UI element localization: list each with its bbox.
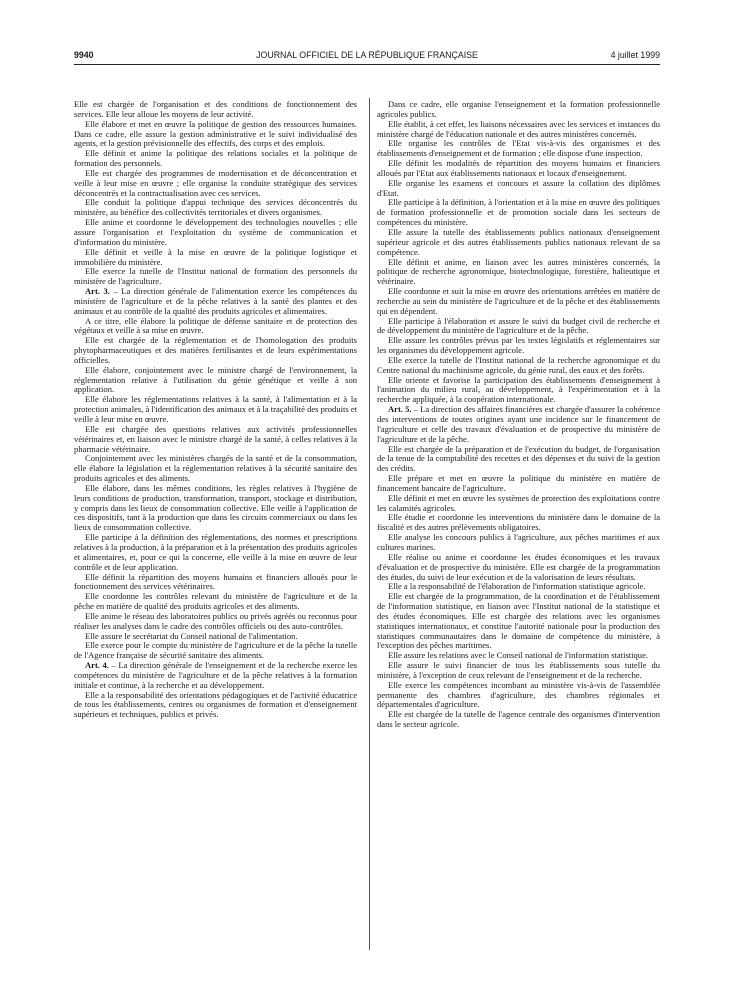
paragraph-text: Elle assure le suivi financier de tous les établissements sous tutelle du ministère, à l'exception de ceux relevant de l'enseignement et de la recherche. <box>377 660 660 680</box>
paragraph-text: Elle est chargée de la tutelle de l'agence centrale des organismes d'intervention dans le secteur agricole. <box>377 709 660 730</box>
paragraph <box>74 149 357 169</box>
paragraph <box>74 395 357 425</box>
paragraph-text: Elle assure les contrôles prévus par les textes législatifs et réglementaires sur les organismes du développement agricole. <box>377 335 660 356</box>
paragraph-text: Elle est chargée des programmes de modernisation et de déconcentration et veille à leur mise en œuvre ; elle organise la conduite stratégique des services déconcentrés et la contractualisation avec ces services. <box>74 167 357 198</box>
paragraph-text: Elle étudie et coordonne les interventions du ministère dans le domaine de la fiscalité et des autres prélèvements obligatoires. <box>377 512 660 533</box>
paragraph <box>74 454 357 484</box>
paragraph <box>74 641 357 661</box>
header-rule <box>74 64 660 65</box>
paragraph-text: Elle organise les contrôles de l'Etat vis-à-vis des organismes et des établissements d'enseignement et de formation ; elle dispose d'une inspection. <box>377 138 660 159</box>
paragraph <box>377 179 660 199</box>
paragraph <box>377 287 660 317</box>
paragraph-text: Elle anime le réseau des laboratoires publics ou privés agréés ou reconnus pour réaliser les analyses dans le cadre des contrôles officiels ou des auto-contrôles. <box>74 610 357 631</box>
paragraph <box>74 366 357 396</box>
paragraph-text: Elle élabore, conjointement avec le ministre chargé de l'environnement, la réglementation relative à l'utilisation du génie génétique et veille à son application. <box>74 364 357 395</box>
paragraph <box>377 336 660 356</box>
paragraph <box>377 592 660 651</box>
right-column <box>377 100 660 730</box>
paragraph <box>74 100 357 120</box>
paragraph-text: Elle participe à l'élaboration et assure le suivi du budget civil de recherche et de développement du ministère de l'agriculture et de la pêche. <box>377 315 660 336</box>
paragraph <box>74 198 357 218</box>
paragraph <box>74 267 357 287</box>
paragraph <box>377 513 660 533</box>
column-divider <box>369 98 370 950</box>
page-header <box>74 50 660 64</box>
paragraph <box>74 287 357 317</box>
paragraph <box>74 612 357 632</box>
paragraph <box>377 474 660 494</box>
paragraph-text: Elle coordonne les contrôles relevant du ministère de l'agriculture et de la pêche en matière de qualité des produits agricoles et des aliments. <box>74 591 357 612</box>
paragraph-text: Elle définit la répartition des moyens humains et financiers alloués pour le fonctionnement des services vétérinaires. <box>74 571 357 592</box>
paragraph <box>74 425 357 455</box>
paragraph-text: Elle participe à la définition des réglementations, des normes et prescriptions relatives à la production, à la préparation et à la présentation des produits agricoles et alimentaires, et, pour ce qui la concerne, elle veille à la mise en œuvre de leur contrôle et de leur application. <box>74 532 357 572</box>
paragraph-text: Elle coordonne et suit la mise en œuvre des orientations arrêtées en matière de recherche au sein du ministère de l'agriculture et de la pêche et des établissements qui en dépendent. <box>377 286 660 316</box>
paragraph-text: Elle définit et veille à la mise en œuvre de la politique logistique et immobilière du ministère. <box>74 246 357 267</box>
paragraph <box>74 573 357 593</box>
paragraph <box>377 681 660 711</box>
paragraph-text: Elle élabore les réglementations relatives à la santé, à l'alimentation et à la protection animales, à l'identification des animaux et à la traçabilité des produits et veille à leur mise en œuvre. <box>74 394 357 424</box>
paragraph-text: Conjointement avec les ministères chargés de la santé et de la consommation, elle élabore la législation et la réglementation relatives à la sécurité sanitaire des produits agricoles et des aliments. <box>74 453 357 484</box>
paragraph-text: Elle assure la tutelle des établissements publics nationaux d'enseignement supérieur agricole et des autres établissements publics nationaux relevant de sa compétence. <box>377 226 660 257</box>
paragraph-text: Elle élabore, dans les mêmes conditions, les règles relatives à l'hygiène de leurs conditions de production, transformation, transport, stockage et distribution, y compris dans les lieux de consommation collective. Elle veille à l'application de ces dispositifs, tant à la production que dans les circuits commerciaux ou dans les lieux de consommation collective. <box>74 482 357 533</box>
paragraph-text: – La direction générale de l'enseignement et de la recherche exerce les compétences du ministère de l'agriculture et de la pêche relatives à la formation initiale et continue, à la recherche et au développement. <box>74 660 357 690</box>
paragraph <box>74 169 357 199</box>
paragraph-text: Elle définit les modalités de répartition des moyens humains et financiers alloués par l'Etat aux établissements nationaux et locaux d'enseignement. <box>377 158 660 178</box>
paragraph-text: Elle organise les examens et concours et assure la collation des diplômes d'Etat. <box>377 177 660 198</box>
paragraph <box>74 336 357 366</box>
paragraph <box>377 139 660 159</box>
paragraph-text: – La direction des affaires financières est chargée d'assurer la cohérence des interventions de toutes origines ayant une incidence sur le financement de l'agriculture et celle des travaux d'évaluation et de prospective du ministère de l'agriculture et de la pêche. <box>377 404 661 444</box>
paragraph <box>377 356 660 376</box>
paragraph <box>74 317 357 337</box>
page-number: 9940 <box>74 50 94 60</box>
paragraph-text: Elle est chargée de l'organisation et des conditions de fonctionnement des services. Elle leur alloue les moyens de leur activité. <box>74 99 357 119</box>
paragraph <box>377 100 660 120</box>
paragraph <box>377 317 660 337</box>
paragraph-text: Elle exerce les compétences incombant au ministère vis-à-vis de l'assemblée permanente des chambres d'agriculture, des chambres régionales et départementales d'agriculture. <box>377 679 660 710</box>
paragraph-text: Elle est chargée de la réglementation et de l'homologation des produits phytopharmaceutiques et des matières fertilisantes et de leurs expérimentations officielles. <box>74 335 357 365</box>
paragraph-text: Elle élabore et met en œuvre la politique de gestion des ressources humaines. Dans ce cadre, elle assure la gestion administrative et le suivi individualisé des agents, et la gestion prévisionnelle des effectifs, des corps et des emplois. <box>74 118 357 149</box>
paragraph <box>377 533 660 553</box>
paragraph-text: Elle a la responsabilité des orientations pédagogiques et de l'activité éducatrice de tous les établissements, centres ou organismes de formation et d'enseignement supérieurs et techniques, publics et privés. <box>74 689 357 720</box>
paragraph <box>74 592 357 612</box>
paragraph <box>74 691 357 721</box>
paragraph <box>74 484 357 533</box>
paragraph <box>74 218 357 248</box>
paragraph <box>377 159 660 179</box>
paragraph <box>377 661 660 681</box>
paragraph-text: Elle est chargée des questions relatives aux activités professionnelles vétérinaires et, en liaison avec le ministre chargé de la santé, à celles relatives à la pharmacie vétérinaire. <box>74 423 357 454</box>
paragraph-text: – La direction générale de l'alimentation exerce les compétences du ministère de l'agriculture et de la pêche relatives à la santé des plantes et des animaux et au contrôle de la qualité des produits agricoles et alimentaires. <box>74 286 357 316</box>
paragraph-text: Elle anime et coordonne le développement des technologies nouvelles ; elle assure l'organisation et l'exploitation du système de communication et d'information du ministère. <box>74 217 357 247</box>
paragraph-text: Elle définit et anime, en liaison avec les autres ministères concernés, la politique de recherche agronomique, biotechnologique, forestière, halieutique et vétérinaire. <box>377 256 660 287</box>
paragraph <box>377 445 660 475</box>
paragraph-text: Elle exerce la tutelle de l'Institut national de formation des personnels du ministère de l'agriculture. <box>74 266 357 287</box>
paragraph <box>74 120 357 150</box>
paragraph-text: Elle établit, à cet effet, les liaisons nécessaires avec les services et instances du ministère chargé de l'éducation nationale et des autres ministères concernés. <box>377 118 660 139</box>
left-column <box>74 100 357 720</box>
paragraph-text: Elle oriente et favorise la participation des établissements d'enseignement à l'animation du milieu rural, au développement, à l'expérimentation et à la recherche appliquée, à la coopération internationale. <box>377 374 660 405</box>
paragraph <box>377 710 660 730</box>
paragraph-text: Elle définit et met en œuvre les systèmes de protection des exploitations contre les calamités agricoles. <box>377 492 660 513</box>
paragraph <box>74 248 357 268</box>
paragraph-text: Elle prépare et met en œuvre la politique du ministère en matière de financement bancaire de l'agriculture. <box>377 473 660 493</box>
paragraph <box>377 405 660 444</box>
paragraph <box>377 198 660 228</box>
journal-title: JOURNAL OFFICIEL DE LA RÉPUBLIQUE FRANÇAISE <box>256 50 478 60</box>
paragraph <box>377 120 660 140</box>
paragraph-text: Elle est chargée de la programmation, de la coordination et de l'établissement de l'information statistique, en liaison avec l'Institut national de la statistique et des études économiques. Elle est chargée des relations avec les organismes statistiques internationaux, et constitue l'autorité nationale pour la production des statistiques communautaires dans le domaine de compétence du ministère, à l'exception des pêches maritimes. <box>377 591 660 651</box>
paragraph-text: Elle est chargée de la préparation et de l'exécution du budget, de l'organisation de la tenue de la comptabilité des recettes et des dépenses et du suivi de la gestion des crédits. <box>377 443 660 474</box>
paragraph <box>377 228 660 258</box>
paragraph <box>377 553 660 583</box>
paragraph <box>377 494 660 514</box>
paragraph-text: Dans ce cadre, elle organise l'enseignement et la formation professionnelle agricoles publics. <box>377 99 660 119</box>
paragraph-text: Elle réalise ou anime et coordonne les études économiques et les travaux d'évaluation et de prospective du ministère. Elle est chargée de la programmation des études, du suivi de leur exécution et de la valorisation de leurs résultats. <box>377 551 660 582</box>
article-label: Art. 3. <box>85 286 110 297</box>
paragraph-text: Elle assure le secrétariat du Conseil national de l'alimentation. <box>85 630 298 641</box>
paragraph-text: Elle exerce la tutelle de l'Institut national de la recherche agronomique et du Centre national du machinisme agricole, du génie rural, des eaux et des forêts. <box>377 354 660 375</box>
paragraph-text: Elle exerce pour le compte du ministère de l'agriculture et de la pêche la tutelle de l'Agence française de sécurité sanitaire des aliments. <box>74 640 357 661</box>
paragraph-text: Elle assure les relations avec le Conseil national de l'information statistique. <box>388 650 649 661</box>
paragraph-text: Elle participe à la définition, à l'orientation et à la mise en œuvre des politiques de formation professionnelle et de promotion sociale dans les secteurs de compétences du ministère. <box>377 197 660 228</box>
publication-date: 4 juillet 1999 <box>610 50 660 60</box>
paragraph-text: Elle définit et anime la politique des relations sociales et la politique de formation des personnels. <box>74 148 357 169</box>
article-label: Art. 5. <box>388 404 412 415</box>
paragraph-text: A ce titre, elle élabore la politique de défense sanitaire et de protection des végétaux et veille à sa mise en œuvre. <box>74 315 357 336</box>
paragraph <box>377 258 660 288</box>
paragraph <box>74 533 357 572</box>
paragraph-text: Elle analyse les concours publics à l'agriculture, aux pêches maritimes et aux cultures marines. <box>377 532 660 552</box>
article-label: Art. 4. <box>85 660 109 671</box>
paragraph <box>74 661 357 691</box>
paragraph-text: Elle conduit la politique d'appui technique des services déconcentrés du ministère, au bénéfice des collectivités territoriales et divers organismes. <box>74 197 357 218</box>
paragraph-text: Elle a la responsabilité de l'élaboration de l'information statistique agricole. <box>388 581 646 592</box>
paragraph <box>377 376 660 406</box>
